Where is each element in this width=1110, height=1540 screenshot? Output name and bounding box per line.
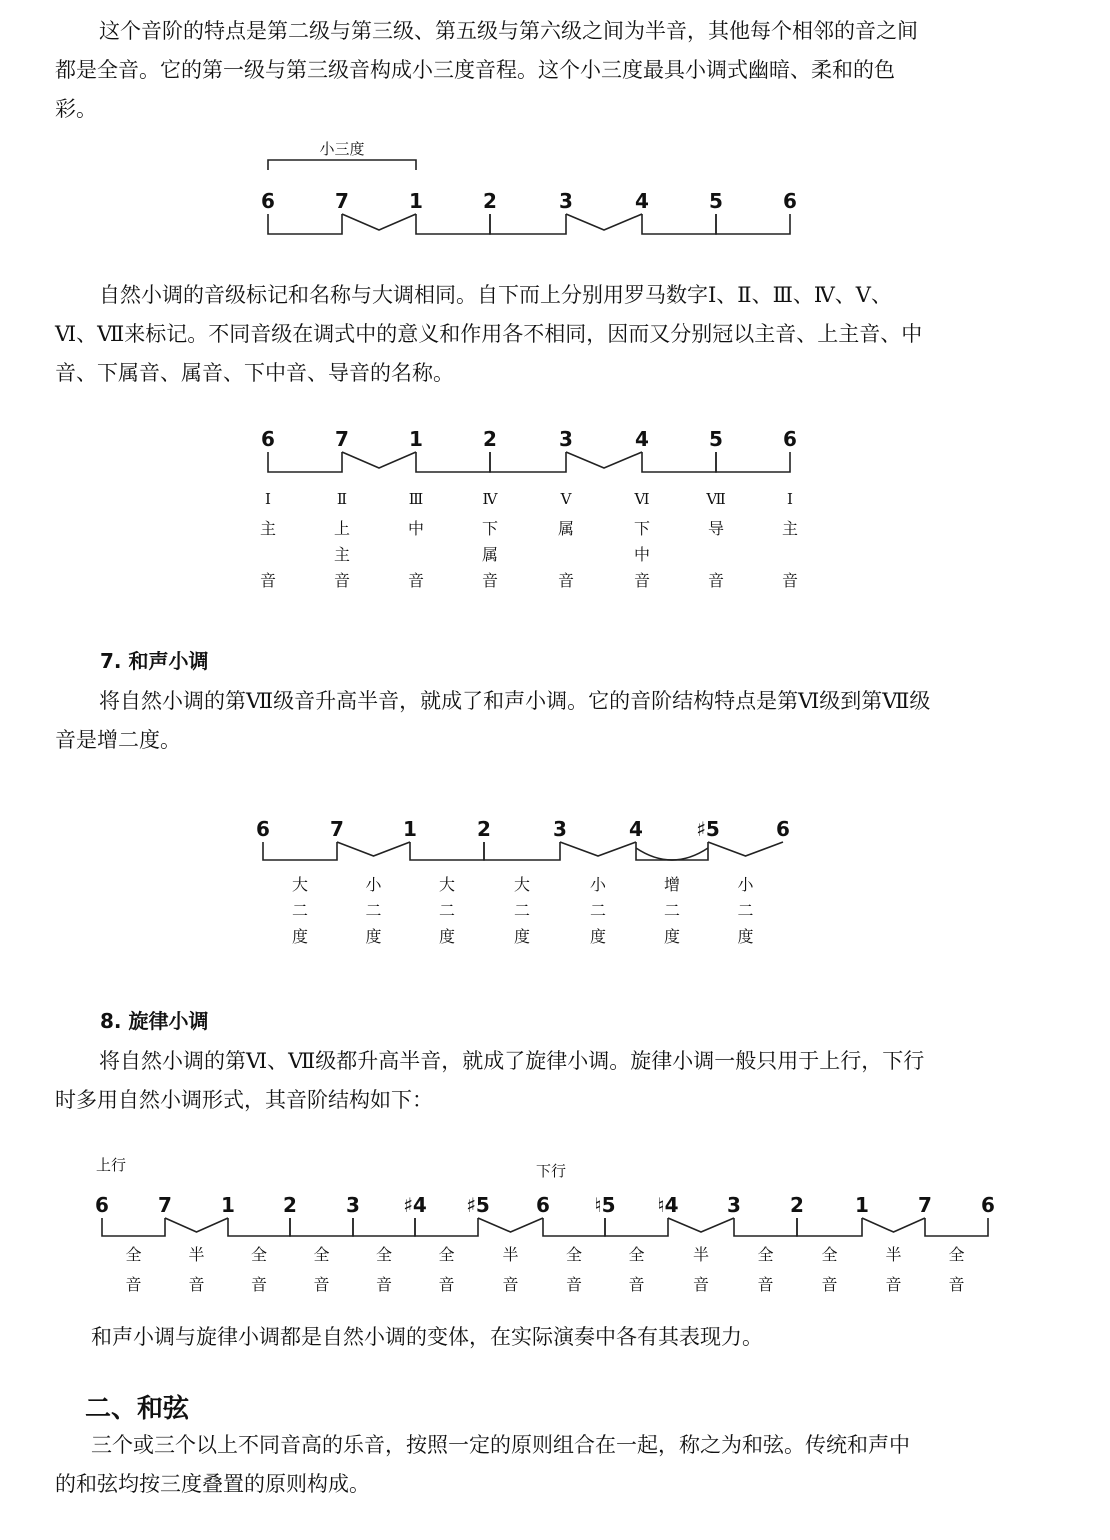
step-label-char: 音: [757, 1275, 774, 1294]
degree-name-char: 上: [333, 519, 351, 538]
scale-note: 1: [409, 427, 423, 451]
degree-name-char: 属: [557, 519, 575, 538]
intro-line-1: 这个音阶的特点是第二级与第三级、第五级与第六级之间为半音，其他每个相邻的音之间: [99, 19, 918, 43]
interval-label-char: 度: [513, 927, 531, 946]
degree-name-char: 中: [407, 519, 425, 538]
diagram1-whole-step-line: [490, 214, 566, 234]
step-label-char: 音: [565, 1275, 583, 1294]
degree-numeral: Ⅰ: [787, 490, 793, 508]
harmonic-whole-step-line: [636, 842, 708, 860]
diagram1-whole-step-line: [642, 214, 716, 234]
diagram1-whole-step-line: [716, 214, 790, 234]
diagram1-semitone-mark: [566, 214, 642, 230]
interval-label-char: 大: [438, 875, 456, 894]
diagram2-whole-step-line: [416, 452, 490, 472]
degree-line-1: 自然小调的音级标记和名称与大调相同。自下而上分别用罗马数字Ⅰ、Ⅱ、Ⅲ、Ⅳ、Ⅴ、: [99, 283, 892, 307]
step-label-char: 音: [375, 1275, 393, 1294]
degree-name-char: 音: [333, 571, 351, 590]
step-label-char: 全: [313, 1245, 330, 1264]
degree-numeral: Ⅱ: [336, 490, 348, 508]
degree-name-char: 下: [481, 519, 499, 538]
harmonic-whole-step-line: [484, 842, 560, 860]
melodic-minor-paragraph: [55, 1042, 1065, 1120]
interval-label-char: 小: [365, 875, 382, 894]
scale-note: 6: [981, 1193, 995, 1217]
interval-label-char: 小: [589, 875, 607, 894]
melodic-whole-step-line: [228, 1218, 290, 1236]
degree-name-char: 下: [633, 519, 651, 538]
interval-label-char: 二: [291, 901, 309, 920]
melodic-semitone-mark: [478, 1218, 543, 1232]
step-label-char: 音: [188, 1275, 205, 1294]
harmonic-line-1: 将自然小调的第Ⅶ级音升高半音，就成了和声小调。它的音阶结构特点是第Ⅵ级到第Ⅶ级: [99, 689, 931, 713]
scale-note: ♯5: [466, 1193, 490, 1217]
scale-note: 6: [261, 189, 275, 213]
scale-note: 4: [635, 189, 649, 213]
degree-numeral: Ⅲ: [408, 490, 424, 508]
melodic-semitone-mark: [862, 1218, 925, 1232]
step-label-char: 音: [692, 1275, 710, 1294]
interval-label-char: 大: [291, 875, 309, 894]
scale-note: 4: [635, 427, 649, 451]
scale-note: 6: [95, 1193, 109, 1217]
scale-note: 6: [261, 427, 275, 451]
degree-numeral: Ⅵ: [634, 490, 650, 508]
harmonic-semitone-mark: [560, 842, 636, 856]
diagram1-whole-step-line: [416, 214, 490, 234]
harmonic-semitone-mark: [337, 842, 410, 856]
scale-note: 7: [918, 1193, 932, 1217]
interval-label-char: 小: [737, 875, 754, 894]
interval-label-char: 度: [663, 927, 681, 946]
interval-label-char: 度: [291, 927, 309, 946]
degree-name-char: 音: [407, 571, 425, 590]
degree-name-char: 音: [557, 571, 575, 590]
interval-label-char: 大: [513, 875, 531, 894]
scale-note: 3: [559, 189, 573, 213]
minor-third-bracket: [268, 160, 416, 170]
step-label-char: 音: [885, 1275, 902, 1294]
diagram1-whole-step-line: [268, 214, 342, 234]
degree-numeral: Ⅴ: [560, 490, 572, 508]
melodic-whole-step-line: [605, 1218, 668, 1236]
diagram2-semitone-mark: [566, 452, 642, 468]
chords-line-2: 的和弦均按三度叠置的原则构成。: [55, 1472, 370, 1496]
melodic-whole-step-line: [543, 1218, 605, 1236]
interval-label-char: 二: [663, 901, 681, 920]
step-label-char: 全: [125, 1245, 142, 1264]
degree-paragraph: [55, 276, 1065, 393]
degree-name-char: 音: [707, 571, 725, 590]
scale-note: 6: [776, 817, 790, 841]
melodic-whole-step-line: [353, 1218, 415, 1236]
step-label-char: 音: [628, 1275, 645, 1294]
scale-note: 2: [283, 1193, 297, 1217]
melodic-whole-step-line: [415, 1218, 478, 1236]
degree-name-char: 音: [481, 571, 499, 590]
degree-numeral: Ⅳ: [482, 490, 498, 508]
melodic-semitone-mark: [165, 1218, 228, 1232]
degree-name-char: 属: [481, 545, 499, 564]
diagram2-whole-step-line: [642, 452, 716, 472]
interval-label-char: 二: [737, 901, 754, 920]
scale-note: 4: [629, 817, 643, 841]
scale-note: 1: [403, 817, 417, 841]
melodic-whole-step-line: [102, 1218, 165, 1236]
interval-label-char: 度: [589, 927, 607, 946]
scale-note: 6: [783, 427, 797, 451]
step-label-char: 音: [438, 1275, 455, 1294]
melodic-minor-heading: 8. 旋律小调: [100, 1009, 209, 1033]
harmonic-minor-heading: 7. 和声小调: [100, 649, 209, 673]
scale-note: 3: [559, 427, 573, 451]
step-label-char: 全: [565, 1245, 583, 1264]
degree-name-char: 音: [633, 571, 651, 590]
interval-label-char: 度: [365, 927, 382, 946]
scale-note: 3: [346, 1193, 360, 1217]
interval-label-char: 二: [513, 901, 531, 920]
degree-name-char: 主: [333, 545, 351, 564]
scale-note: ♯5: [696, 817, 720, 841]
degree-numeral: Ⅶ: [706, 490, 726, 508]
interval-label-char: 二: [589, 901, 607, 920]
degree-name-char: 主: [259, 519, 277, 538]
melodic-whole-step-line: [290, 1218, 353, 1236]
step-label-char: 音: [948, 1275, 965, 1294]
degree-name-char: 导: [707, 519, 725, 538]
diagram1-semitone-mark: [342, 214, 416, 230]
scale-note: 6: [256, 817, 270, 841]
melodic-whole-step-line: [925, 1218, 988, 1236]
scale-note: 1: [855, 1193, 869, 1217]
interval-label-char: 二: [438, 901, 456, 920]
diagram2-semitone-mark: [342, 452, 416, 468]
scale-note: 7: [335, 189, 349, 213]
degree-line-3: 音、下属音、属音、下中音、导音的名称。: [55, 361, 454, 385]
scale-note: 7: [158, 1193, 172, 1217]
harmonic-semitone-mark: [708, 842, 783, 856]
step-label-char: 半: [885, 1245, 902, 1264]
step-label-char: 半: [502, 1245, 519, 1264]
scale-note: 3: [727, 1193, 741, 1217]
step-label-char: 全: [757, 1245, 774, 1264]
melodic-whole-step-line: [797, 1218, 862, 1236]
scale-note: 6: [536, 1193, 550, 1217]
diagram2-whole-step-line: [716, 452, 790, 472]
augmented-second-mark: [636, 848, 708, 860]
step-label-char: 半: [188, 1245, 205, 1264]
interval-label-char: 度: [438, 927, 456, 946]
step-label-char: 全: [438, 1245, 455, 1264]
scale-note: ♮5: [594, 1193, 616, 1217]
degree-line-2: Ⅵ、Ⅶ来标记。不同音级在调式中的意义和作用各不相同，因而又分别冠以主音、上主音、中: [55, 322, 923, 346]
chords-paragraph: [55, 1426, 1065, 1504]
melodic-whole-step-line: [734, 1218, 797, 1236]
ascending-label: 上行: [96, 1156, 127, 1174]
step-label-char: 半: [692, 1245, 710, 1264]
diagram2-whole-step-line: [268, 452, 342, 472]
step-label-char: 音: [250, 1275, 268, 1294]
scale-note: 2: [477, 817, 491, 841]
scale-note: 2: [483, 189, 497, 213]
step-label-char: 音: [125, 1275, 142, 1294]
step-label-char: 音: [313, 1275, 330, 1294]
minor-third-label: 小三度: [319, 140, 365, 158]
diagram2-whole-step-line: [490, 452, 566, 472]
step-label-char: 全: [375, 1245, 393, 1264]
melodic-minor-scale-diagram: [0, 1150, 1110, 1310]
descending-label: 下行: [536, 1162, 567, 1180]
melodic-line-1: 将自然小调的第Ⅵ、Ⅶ级都升高半音，就成了旋律小调。旋律小调一般只用于上行，下行: [99, 1049, 925, 1073]
summary-text: 和声小调与旋律小调都是自然小调的变体，在实际演奏中各有其表现力。: [91, 1325, 763, 1349]
step-label-char: 全: [628, 1245, 645, 1264]
intro-line-3: 彩。: [55, 97, 97, 121]
interval-label-char: 度: [737, 927, 754, 946]
chords-line-1: 三个或三个以上不同音高的乐音，按照一定的原则组合在一起，称之为和弦。传统和声中: [91, 1433, 910, 1457]
degree-name-char: 音: [781, 571, 799, 590]
scale-note: 3: [553, 817, 567, 841]
melodic-line-2: 时多用自然小调形式，其音阶结构如下：: [55, 1088, 433, 1112]
scale-note: ♮4: [657, 1193, 679, 1217]
harmonic-whole-step-line: [263, 842, 337, 860]
scale-note: 5: [709, 189, 723, 213]
degree-name-char: 主: [781, 519, 799, 538]
scale-degree-diagram: [0, 420, 1110, 600]
intro-line-2: 都是全音。它的第一级与第三级音构成小三度音程。这个小三度最具小调式幽暗、柔和的色: [55, 58, 895, 82]
interval-label-char: 增: [663, 875, 681, 894]
scale-note: 5: [709, 427, 723, 451]
scale-note: ♯4: [403, 1193, 427, 1217]
harmonic-whole-step-line: [410, 842, 484, 860]
step-label-char: 全: [948, 1245, 965, 1264]
scale-note: 2: [790, 1193, 804, 1217]
degree-name-char: 音: [259, 571, 277, 590]
scale-note: 1: [221, 1193, 235, 1217]
scale-note: 2: [483, 427, 497, 451]
natural-minor-scale-diagram: [0, 140, 1110, 250]
scale-note: 7: [330, 817, 344, 841]
step-label-char: 全: [250, 1245, 268, 1264]
harmonic-minor-scale-diagram: [0, 810, 1110, 950]
intro-paragraph: [55, 12, 1065, 129]
summary-paragraph: [55, 1318, 1065, 1357]
step-label-char: 音: [502, 1275, 519, 1294]
degree-numeral: Ⅰ: [265, 490, 271, 508]
melodic-semitone-mark: [668, 1218, 734, 1232]
chords-section-title: 二、和弦: [85, 1394, 190, 1424]
step-label-char: 全: [821, 1245, 838, 1264]
scale-note: 7: [335, 427, 349, 451]
scale-note: 1: [409, 189, 423, 213]
degree-name-char: 中: [633, 545, 651, 564]
harmonic-line-2: 音是增二度。: [55, 728, 181, 752]
interval-label-char: 二: [365, 901, 382, 920]
harmonic-minor-paragraph: [55, 682, 1065, 760]
step-label-char: 音: [821, 1275, 838, 1294]
scale-note: 6: [783, 189, 797, 213]
